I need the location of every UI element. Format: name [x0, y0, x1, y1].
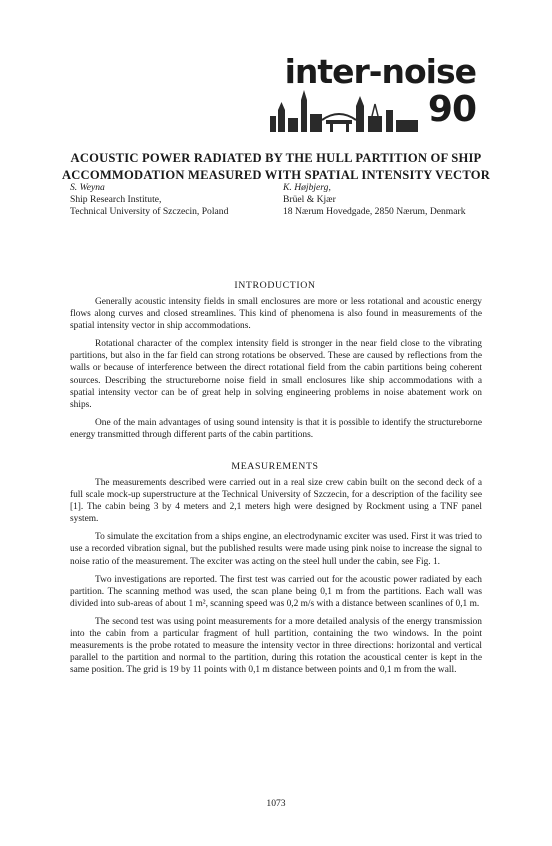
logo-year: 90 [427, 89, 476, 130]
city-skyline-logo-graphic [268, 90, 420, 132]
page-number: 1073 [266, 798, 286, 809]
section-heading-measurements: MEASUREMENTS [231, 461, 319, 472]
paragraph: Two investigations are reported. The first test was carried out for the acoustic power radiated by each partition. The scanning method was used, the scan plane being 0,1 m from the partitions. Each wall was divided into sub-areas of about 1 m², scanning speed was 0,2 m/s with a distance between scanlines of 0,1 m. [70, 574, 482, 609]
section-heading-introduction: INTRODUCTION [234, 280, 316, 291]
title-line-2: ACCOMMODATION MEASURED WITH SPATIAL INTENSITY VECTOR [61, 168, 491, 182]
author-affiliation: Ship Research Institute, [70, 194, 162, 206]
author-affiliation: 18 Nærum Hovedgade, 2850 Nærum, Denmark [283, 206, 466, 218]
measurements-body [70, 477, 482, 682]
introduction-body [70, 296, 482, 447]
paragraph: The second test was using point measurements for a more detailed analysis of the energy transmission into the cabin from a particular fragment of hull partition, containing the two windows. In the point measurements is the probe rotated to measure the intensity vector in three directions: horizontal and vertical parallel to the partition and normal to the partition, during this rotation the acoustical center is kept in the same position. The grid is 19 by 11 points with 0,1 m distance between points and 0,1 m from the wall. [70, 616, 482, 676]
author-affiliation: Technical University of Szczecin, Poland [70, 206, 229, 218]
author-name: S. Weyna [70, 182, 105, 193]
title-line-1: ACOUSTIC POWER RADIATED BY THE HULL PARTITION OF SHIP [70, 151, 482, 165]
author-affiliation: Brüel & Kjær [283, 194, 336, 206]
logo-wordmark: inter-noise [284, 52, 476, 91]
paragraph: Rotational character of the complex intensity field is stronger in the near field close to the vibrating partitions, but also in the far field can strong rotations be observed. These are caused by reflections from the walls or because of interference between the direct rotational field from the cabin partitions being coherent sources. Describing the structureborne noise field in small enclosures like ship accommodations with a spatial intensity vector can be of great help in solving engineering problems in noise abatement work on ships. [70, 339, 482, 410]
conference-logo [268, 50, 476, 142]
paper-title [40, 150, 512, 184]
author-weyna [70, 182, 228, 219]
paragraph: The measurements described were carried out in a real size crew cabin built on the second deck of a full scale mock-up superstructure at the Technical University of Szczecin, for a description of the facility see [1]. The cabin being 3 by 4 meters and 2,1 meters high were designed by Rockment using a TNF panel system. [70, 478, 482, 525]
author-hojbjerg [283, 182, 466, 219]
author-name: K. Højbjerg, [283, 182, 331, 193]
paragraph: One of the main advantages of using sound intensity is that it is possible to identify the structureborne energy transmitted through different parts of the cabin partitions. [70, 417, 482, 440]
paragraph: Generally acoustic intensity fields in small enclosures are more or less rotational and acoustic energy flows along curves and closed streamlines. This kind of phenomena is also found in measurements of the spatial intensity vector in ship accommodations. [70, 297, 482, 332]
paragraph: To simulate the excitation from a ships engine, an electrodynamic exciter was used. First it was tried to use a recorded vibration signal, but the published results were made using pink noise to increase the signal to noise ratio of the measurement. The exciter was acting on the steel hull under the cabin, see Fig. 1. [70, 532, 482, 567]
